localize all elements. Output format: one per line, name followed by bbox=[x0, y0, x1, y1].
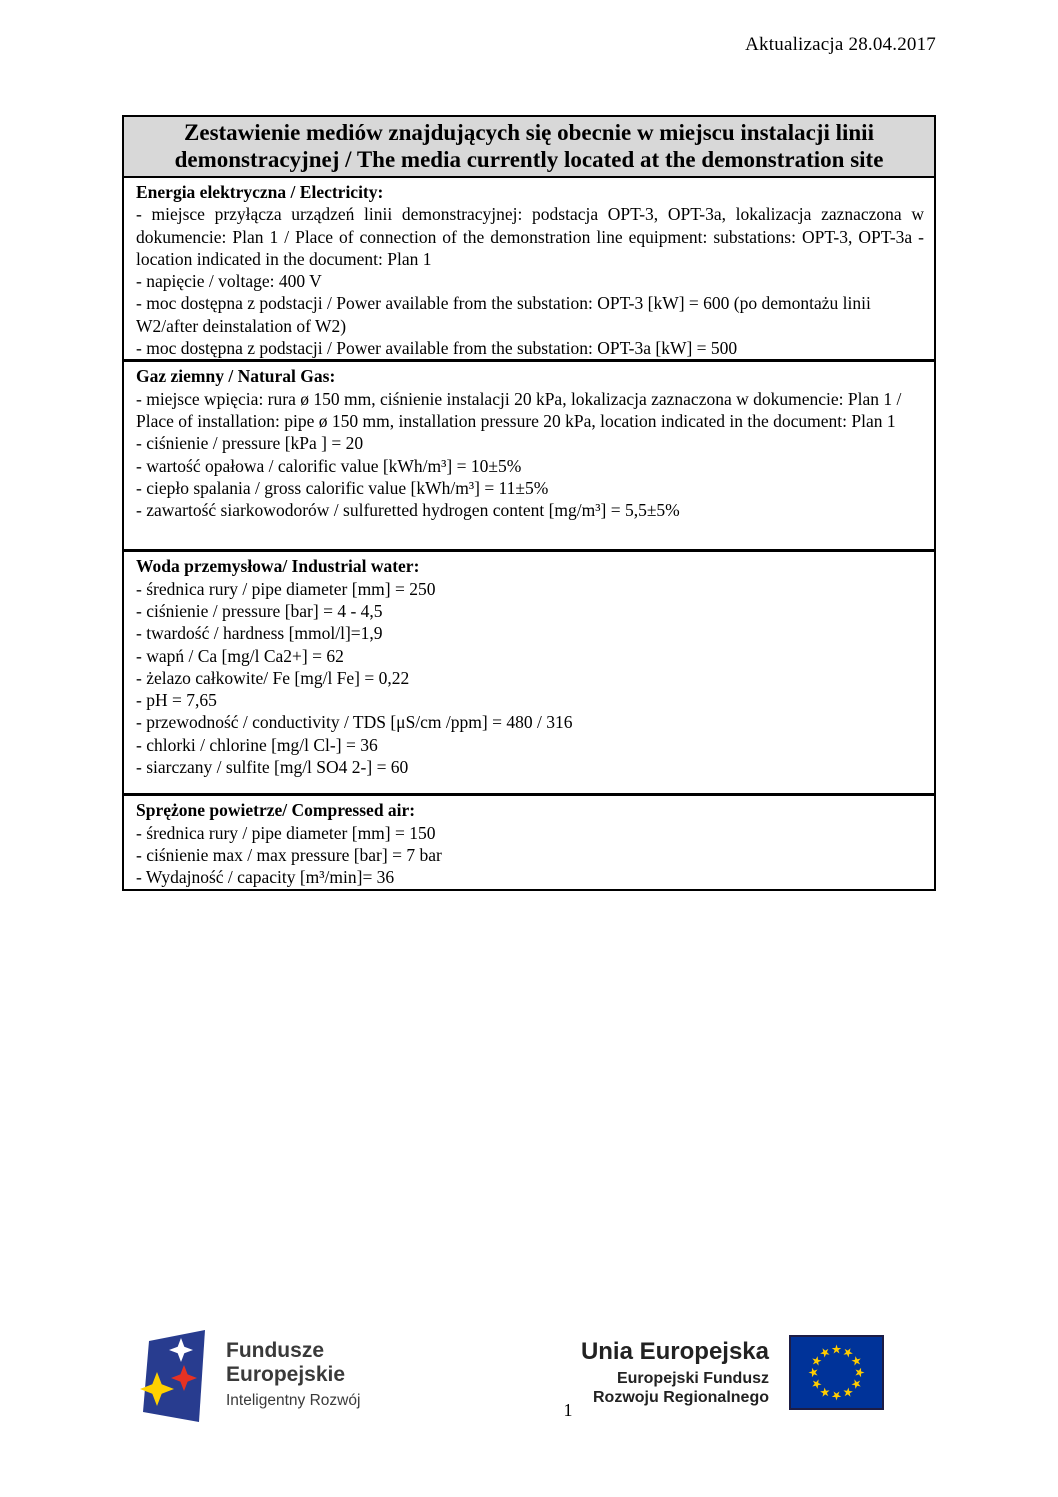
spec-line: - chlorki / chlorine [mg/l Cl-] = 36 bbox=[136, 734, 378, 755]
spec-line: - ciśnienie / pressure [bar] = 4 - 4,5 bbox=[136, 600, 383, 621]
eu-logo-fund-line2: Rozwoju Regionalnego bbox=[593, 1389, 769, 1406]
fundusze-europejskie-logo bbox=[140, 1328, 360, 1425]
spec-line: - moc dostępna z podstacji / Power available from the substation: OPT-3 [kW] = 600 (po demontażu linii W2/after deinstalation of W2) bbox=[136, 293, 871, 336]
fe-logo-name-line1: Fundusze bbox=[226, 1339, 324, 1362]
fe-logo-text bbox=[226, 1328, 360, 1425]
spec-line: - pH = 7,65 bbox=[136, 690, 217, 711]
eu-logo-name: Unia Europejska bbox=[580, 1338, 769, 1365]
spec-line: - żelazo całkowite/ Fe [mg/l Fe] = 0,22 bbox=[136, 667, 410, 688]
footer-logos bbox=[0, 1325, 1058, 1440]
eu-logo-text bbox=[581, 1333, 769, 1407]
spec-line: - zawartość siarkowodorów / sulfuretted hydrogen content [mg/m³] = 5,5±5% bbox=[136, 500, 680, 521]
spec-line: - wapń / Ca [mg/l Ca2+] = 62 bbox=[136, 645, 344, 666]
spec-line: - miejsce wpięcia: rura ø 150 mm, ciśnienie instalacji 20 kPa, lokalizacja zaznaczona w dokumencie: Plan 1 / Place of installation: pipe ø 150 mm, installation pressure 20 kPa, location indicated in the document: Plan 1 bbox=[136, 388, 902, 431]
spec-line: - napięcie / voltage: 400 V bbox=[136, 271, 322, 292]
section-industrial-water bbox=[124, 552, 934, 796]
spec-line: - siarczany / sulfite [mg/l SO4 2-] = 60 bbox=[136, 757, 409, 778]
section-heading: Gaz ziemny / Natural Gas: bbox=[136, 366, 336, 387]
table-title-line1: Zestawienie mediów znajdujących się obecnie w miejscu instalacji linii bbox=[184, 120, 874, 145]
spec-line: - wartość opałowa / calorific value [kWh/m³] = 10±5% bbox=[136, 455, 522, 476]
spec-line: - miejsce przyłącza urządzeń linii demonstracyjnej: podstacja OPT-3, OPT-3a, lokalizacja zaznaczona w dokumencie: Plan 1 / Place of connection of the demonstration line equipment: substations: OPT-3, OPT-3a - location indicated in the document: Plan 1 bbox=[136, 204, 924, 269]
spec-line: - ciśnienie max / max pressure [bar] = 7 bar bbox=[136, 844, 442, 865]
spec-line: - moc dostępna z podstacji / Power available from the substation: OPT-3a [kW] = 500 bbox=[136, 338, 738, 359]
table-title bbox=[124, 117, 934, 178]
table-title-line2: demonstracyjnej / The media currently located at the demonstration site bbox=[174, 147, 884, 172]
spec-line: - średnica rury / pipe diameter [mm] = 150 bbox=[136, 822, 436, 843]
fe-logo-program: Inteligentny Rozwój bbox=[226, 1392, 361, 1409]
eu-flag-icon bbox=[789, 1335, 884, 1410]
section-heading: Sprężone powietrze/ Compressed air: bbox=[136, 800, 416, 821]
section-heading: Energia elektryczna / Electricity: bbox=[136, 182, 384, 202]
fe-logo-name-line2: Europejskie bbox=[226, 1363, 346, 1386]
section-heading: Woda przemysłowa/ Industrial water: bbox=[136, 556, 420, 577]
eu-logo-fund-line1: Europejski Fundusz bbox=[616, 1370, 769, 1387]
section-compressed-air bbox=[124, 796, 934, 889]
page-number: 1 bbox=[563, 1400, 573, 1420]
spec-line: - ciśnienie / pressure [kPa ] = 20 bbox=[136, 433, 364, 454]
update-note: Aktualizacja 28.04.2017 bbox=[745, 34, 936, 55]
spec-line: - ciepło spalania / gross calorific value [kWh/m³] = 11±5% bbox=[136, 477, 549, 498]
spec-line: - przewodność / conductivity / TDS [μS/cm /ppm] = 480 / 316 bbox=[136, 712, 573, 733]
spec-line: - średnica rury / pipe diameter [mm] = 250 bbox=[136, 578, 436, 599]
section-electricity bbox=[124, 178, 934, 362]
section-natural-gas bbox=[124, 362, 934, 552]
media-table bbox=[122, 115, 936, 891]
spec-line: - Wydajność / capacity [m³/min]= 36 bbox=[136, 867, 395, 888]
spec-line: - twardość / hardness [mmol/l]=1,9 bbox=[136, 623, 383, 644]
unia-europejska-logo bbox=[581, 1333, 884, 1410]
fe-flag-icon bbox=[140, 1328, 210, 1425]
